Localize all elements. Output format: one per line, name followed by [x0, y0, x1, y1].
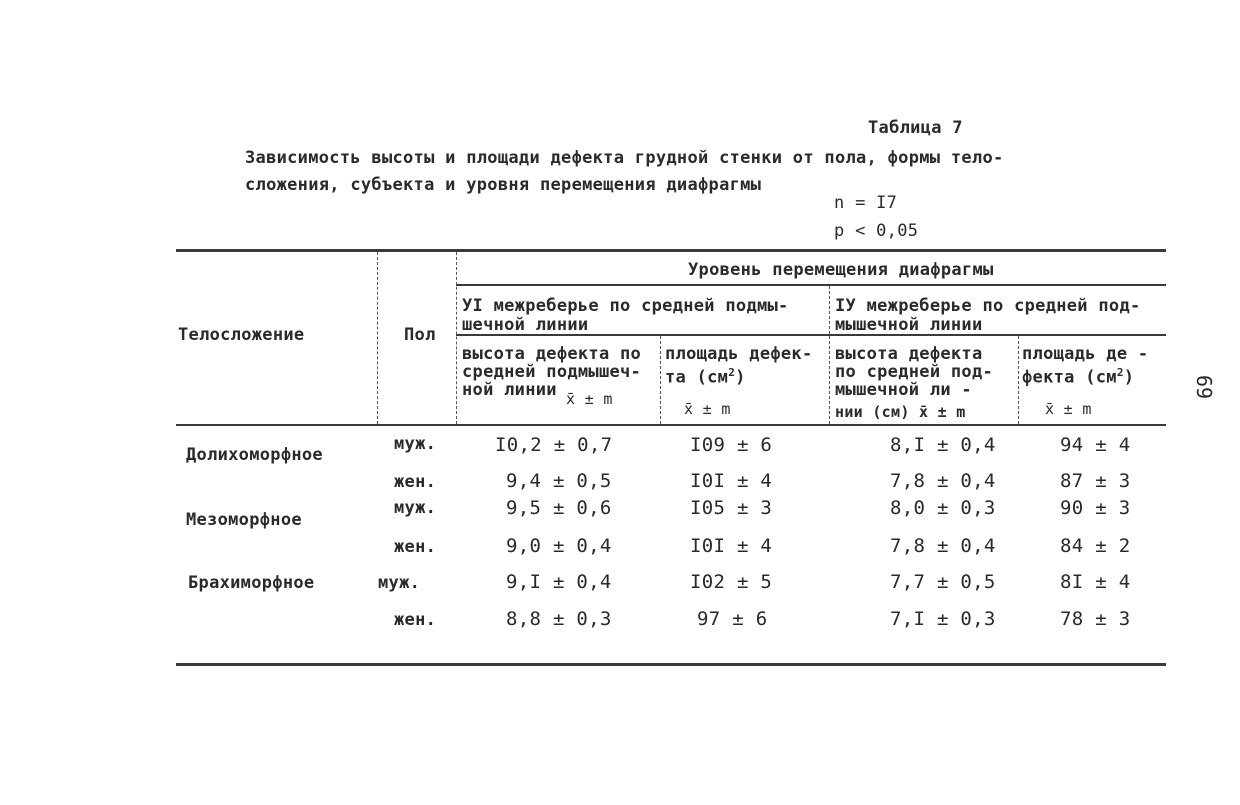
row-1-sex: муж.	[394, 434, 437, 454]
header-c1-line2: средней подмышеч-	[462, 362, 642, 382]
row-4-v4: 84 ± 2	[1060, 535, 1131, 557]
header-c4-text: фекта (см	[1022, 367, 1117, 388]
caption-line-1: Зависимость высоты и площади дефекта грудной стенки от пола, формы тело-	[245, 148, 1004, 168]
row-2-v4: 87 ± 3	[1060, 470, 1131, 492]
table-top-rule	[176, 249, 1166, 252]
row-3-v3: 8,0 ± 0,3	[890, 497, 996, 519]
header-sex: Пол	[404, 325, 436, 345]
row-4-v1: 9,0 ± 0,4	[506, 535, 612, 557]
header-c2-line1: площадь дефек-	[665, 344, 813, 364]
row-2-v2: I0I ± 4	[690, 470, 773, 492]
header-group-6-line1: УI межреберье по средней подмы-	[462, 296, 789, 316]
row-6-v4: 78 ± 3	[1060, 608, 1131, 630]
header-c4-line1: площадь де -	[1022, 344, 1149, 364]
row-5-v4: 8I ± 4	[1060, 571, 1131, 593]
row-6-v3: 7,I ± 0,3	[890, 608, 996, 630]
row-5-v3: 7,7 ± 0,5	[890, 571, 996, 593]
col-divider-c4	[1018, 336, 1019, 424]
row-3-v4: 90 ± 3	[1060, 497, 1131, 519]
col-divider-sex	[377, 252, 378, 424]
header-bottom-rule	[176, 424, 1166, 426]
row-2-v3: 7,8 ± 0,4	[890, 470, 996, 492]
col-divider-level	[456, 252, 457, 424]
col-divider-group	[829, 286, 830, 424]
n-value: n = I7	[834, 193, 898, 213]
header-group-6-line2: шечной линии	[462, 315, 589, 335]
row-4-v3: 7,8 ± 0,4	[890, 535, 996, 557]
row-6-sex: жен.	[394, 610, 437, 630]
header-c3-line3: мышечной ли -	[835, 380, 972, 400]
table-label: Таблица 7	[868, 118, 963, 138]
row-6-v2: 97 ± 6	[697, 608, 768, 630]
row-3-body: Мезоморфное	[186, 510, 302, 530]
header-c2-text: та (см	[665, 367, 729, 388]
row-6-v1: 8,8 ± 0,3	[506, 608, 612, 630]
row-1-v2: I09 ± 6	[690, 434, 773, 456]
header-body-type: Телосложение	[178, 325, 305, 345]
level-rule	[456, 284, 1166, 286]
header-c4-close: )	[1123, 367, 1135, 388]
header-c2-sup: 2	[728, 366, 736, 379]
p-value: p < 0,05	[834, 221, 919, 241]
header-c2-close: )	[735, 367, 746, 388]
header-c2-line2	[665, 366, 746, 388]
row-3-sex: муж.	[394, 498, 437, 518]
header-c1-stats: x̄ ± m	[566, 390, 613, 408]
row-4-sex: жен.	[394, 537, 437, 557]
row-1-v4: 94 ± 4	[1060, 434, 1131, 456]
row-5-v2: I02 ± 5	[690, 571, 773, 593]
header-level: Уровень перемещения диафрагмы	[688, 260, 994, 280]
page-number: 69	[1192, 374, 1217, 400]
caption-line-2: сложения, субъекта и уровня перемещения диафрагмы	[245, 175, 762, 195]
header-group-4-line2: мышечной линии	[835, 315, 983, 335]
row-2-v1: 9,4 ± 0,5	[506, 470, 612, 492]
row-1-body: Долихоморфное	[186, 445, 323, 465]
header-c1-line1: высота дефекта по	[462, 344, 642, 364]
header-c4-stats: x̄ ± m	[1045, 400, 1092, 418]
row-5-body: Брахиморфное	[188, 573, 315, 593]
header-c2-stats: x̄ ± m	[684, 400, 731, 418]
header-c4-line2	[1022, 366, 1134, 388]
header-c3-line2: по средней под-	[835, 362, 994, 382]
row-1-v1: I0,2 ± 0,7	[495, 434, 613, 456]
header-c4-sup: 2	[1116, 366, 1124, 379]
header-group-4-line1: IУ межреберье по средней под-	[835, 296, 1141, 316]
row-4-v2: I0I ± 4	[690, 535, 773, 557]
row-5-sex: муж.	[378, 573, 421, 593]
table-bottom-rule	[176, 663, 1166, 666]
col-divider-c2	[660, 336, 661, 424]
row-1-v3: 8,I ± 0,4	[890, 434, 996, 456]
row-2-sex: жен.	[394, 472, 437, 492]
row-5-v1: 9,I ± 0,4	[506, 571, 612, 593]
row-3-v2: I05 ± 3	[690, 497, 773, 519]
header-c3-line4: нии (см) x̄ ± m	[835, 403, 966, 421]
header-c3-line1: высота дефекта	[835, 344, 983, 364]
row-3-v1: 9,5 ± 0,6	[506, 497, 612, 519]
header-c1-line3: ной линии	[462, 380, 557, 400]
